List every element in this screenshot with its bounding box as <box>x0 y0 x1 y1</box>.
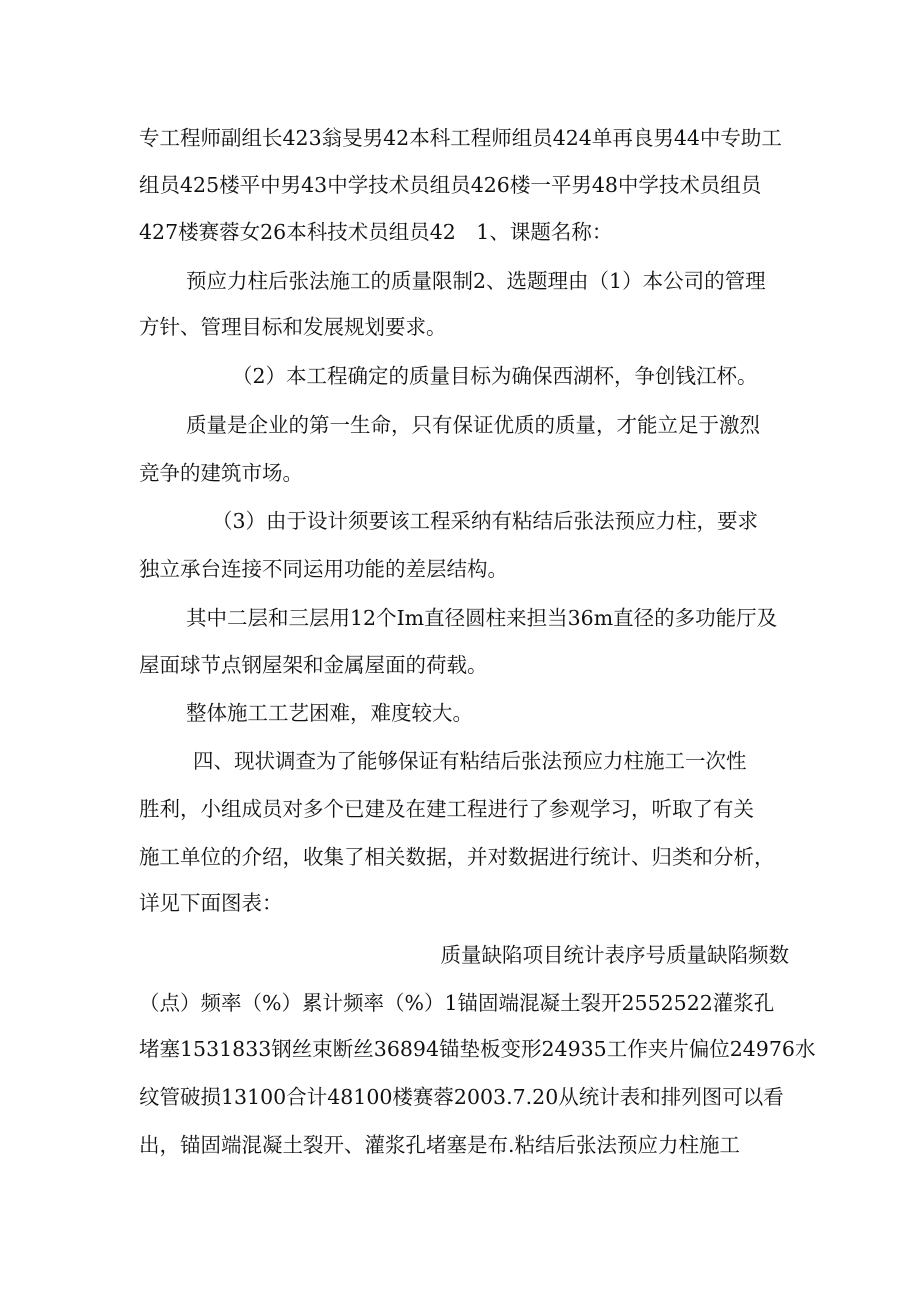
text-line: 方针、管理目标和发展规划要求。 <box>139 315 447 339</box>
text-line: 组员425楼平中男43中学技术员组员426楼一平男48中学技术员组员 <box>139 173 762 197</box>
text-line: 独立承台连接不同运用功能的差层结构。 <box>139 557 508 581</box>
text-line: 施工单位的介绍，收集了相关数据，并对数据进行统计、归类和分析， <box>139 845 775 869</box>
text-line: 质量是企业的第一生命，只有保证优质的质量，才能立足于激烈 <box>186 413 760 437</box>
text-line: 其中二层和三层用12个Im直径圆柱来担当36m直径的多功能厅及 <box>186 606 778 630</box>
text-line: 纹管破损13100合计48100楼赛蓉2003.7.20从统计表和排列图可以看 <box>139 1085 784 1109</box>
text-line: 胜利，小组成员对多个已建及在建工程进行了参观学习，听取了有关 <box>139 797 754 821</box>
table-title-line: 质量缺陷项目统计表序号质量缺陷频数 <box>440 943 789 967</box>
text-line: 专工程师副组长423翁旻男42本科工程师组员424单再良男44中专助工 <box>139 126 782 150</box>
text-line: （点）频率（%）累计频率（%）1锚固端混凝土裂开2552522灌浆孔 <box>139 991 775 1015</box>
text-line: 整体施工工艺困难，难度较大。 <box>186 701 473 725</box>
text-line: 427楼赛蓉女26本科技术员组员42 1、课题名称： <box>139 220 613 244</box>
text-line: 四、现状调查为了能够保证有粘结后张法预应力柱施工一次性 <box>193 749 747 773</box>
text-line: 堵塞1531833钢丝束断丝36894锚垫板变形24935工作夹片偏位24976水 <box>139 1037 816 1061</box>
text-line: 预应力柱后张法施工的质量限制2、选题理由（1）本公司的管理 <box>186 269 766 293</box>
text-line: （3）由于设计须要该工程采纳有粘结后张法预应力柱，要求 <box>212 509 759 533</box>
text-line: 竞争的建筑市场。 <box>139 461 303 485</box>
text-line: 详见下面图表： <box>139 891 283 915</box>
text-line: 出，锚固端混凝土裂开、灌浆孔堵塞是布.粘结后张法预应力柱施工 <box>139 1133 741 1157</box>
text-line: 屋面球节点钢屋架和金属屋面的荷载。 <box>139 653 488 677</box>
text-line: （2）本工程确定的质量目标为确保西湖杯，争创钱江杯。 <box>232 364 758 388</box>
